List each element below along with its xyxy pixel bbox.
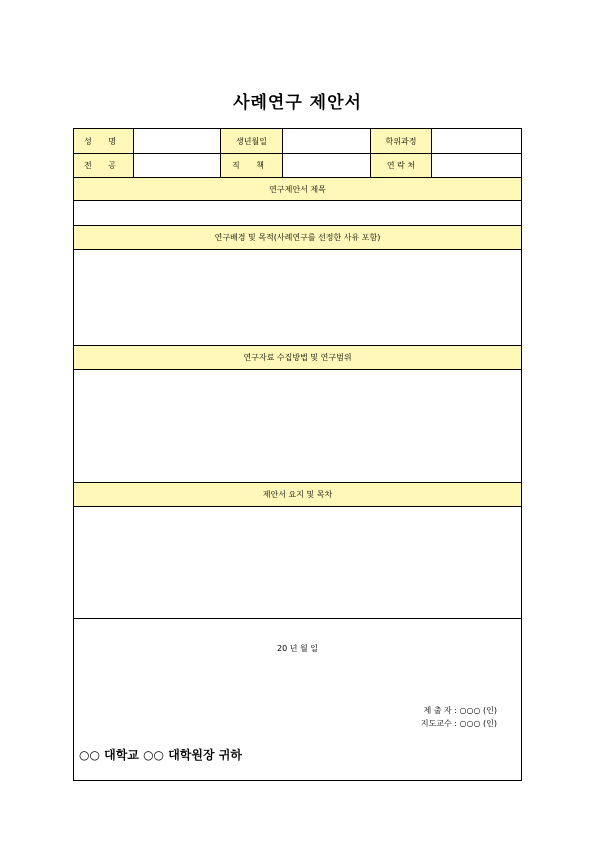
summary-field[interactable] bbox=[74, 507, 521, 619]
position-label: 직 책 bbox=[221, 154, 283, 177]
background-header: 연구배경 및 목적(사례연구를 선정한 사유 포함) bbox=[74, 226, 521, 250]
submitter-line: 제 출 자 : ○○○ (인) bbox=[423, 706, 497, 715]
info-row-2 bbox=[74, 154, 521, 178]
addressee: ○○ 대학교 ○○ 대학원장 귀하 bbox=[79, 748, 242, 762]
major-field[interactable] bbox=[134, 154, 221, 177]
contact-field[interactable] bbox=[432, 154, 521, 177]
major-label: 전 공 bbox=[74, 154, 134, 177]
advisor-line: 지도교수 : ○○○ (인) bbox=[420, 719, 497, 728]
name-field[interactable] bbox=[134, 129, 221, 153]
method-header: 연구자료 수집방법 및 연구범위 bbox=[74, 346, 521, 370]
birthdate-field[interactable] bbox=[283, 129, 371, 153]
proposal-title-header: 연구제안서 제목 bbox=[74, 178, 521, 201]
summary-header: 제안서 요지 및 목차 bbox=[74, 483, 521, 507]
name-label: 성 명 bbox=[74, 129, 134, 153]
position-field[interactable] bbox=[283, 154, 371, 177]
proposal-title-field[interactable] bbox=[74, 201, 521, 226]
contact-label: 연 락 처 bbox=[371, 154, 432, 177]
background-field[interactable] bbox=[74, 250, 521, 346]
birthdate-label: 생년월일 bbox=[221, 129, 283, 153]
info-row-1 bbox=[74, 129, 521, 154]
proposal-form bbox=[73, 128, 522, 781]
document-title: 사례연구 제안서 bbox=[233, 93, 362, 113]
method-field[interactable] bbox=[74, 370, 521, 483]
date-line: 20 년 월 일 bbox=[277, 644, 318, 653]
degree-field[interactable] bbox=[432, 129, 521, 153]
degree-label: 학위과정 bbox=[371, 129, 432, 153]
